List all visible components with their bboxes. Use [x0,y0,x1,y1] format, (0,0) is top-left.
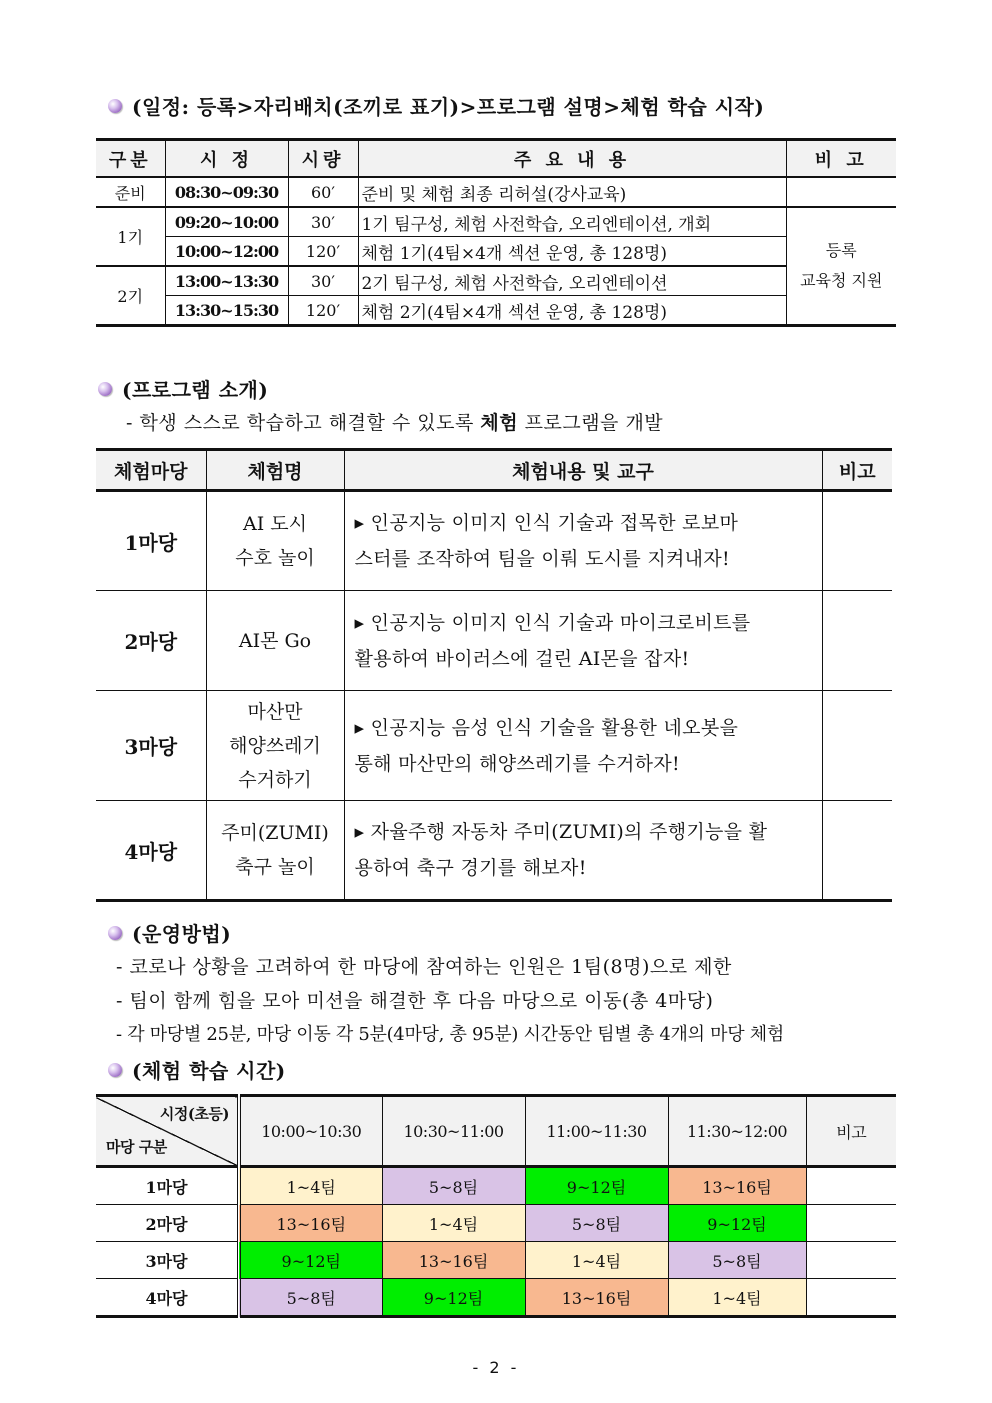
time-header: 11:00~11:30 [525,1096,668,1167]
duration-cell: 120′ [288,237,358,267]
content-cell: 준비 및 체험 최종 리허설(강사교육) [358,177,786,207]
slot-cell: 5~8팀 [668,1242,806,1279]
sphere-bullet-icon [108,99,122,113]
name-line: AI몬 Go [238,629,312,652]
content-cell: 1기 팀구성, 체험 사전학습, 오리엔테이션, 개회 [358,207,786,237]
note-cell [822,801,892,901]
desc-cell [344,801,822,901]
slot-cell: 13~16팀 [239,1205,382,1242]
duration-cell: 120′ [288,296,358,326]
slot-cell: 9~12팀 [382,1279,525,1317]
note-cell [806,1279,896,1317]
operation-heading [108,918,231,947]
time-header: 11:30~12:00 [668,1096,806,1167]
content-cell: 체험 1기(4팀×4개 섹션 운영, 총 128명) [358,237,786,267]
madang-cell: 2마당 [96,591,206,691]
sphere-bullet-icon [108,926,122,940]
content-cell: 2기 팀구성, 체험 사전학습, 오리엔테이션 [358,266,786,296]
note-header: 비고 [806,1096,896,1167]
desc-line: ▸ 인공지능 이미지 인식 기술과 접목한 로보마 [354,512,739,534]
slot-cell: 13~16팀 [668,1167,806,1205]
header-name: 체험명 [206,450,344,491]
slot-cell: 1~4팀 [668,1279,806,1317]
note-cell [822,591,892,691]
slot-cell: 13~16팀 [382,1242,525,1279]
desc-line: 용하여 축구 경기를 해보자! [354,857,587,879]
timetable [96,1094,896,1318]
page-number: - 2 - [472,1358,520,1377]
slot-cell: 13~16팀 [525,1279,668,1317]
corner-cell [96,1096,239,1167]
operation-item: - 팀이 함께 힘을 모아 미션을 해결한 후 다음 마당으로 이동(총 4마당) [116,990,714,1012]
madang-cell: 4마당 [96,801,206,901]
name-line: 주미(ZUMI) [221,822,329,844]
program-heading [98,374,268,403]
header-group: 구분 [96,140,165,178]
program-header-row [96,450,892,491]
slot-cell: 5~8팀 [525,1205,668,1242]
desc-cell [344,591,822,691]
desc-line: ▸ 인공지능 음성 인식 기술을 활용한 네오봇을 [354,716,739,739]
note-cell [822,691,892,801]
header-note: 비 고 [786,140,896,178]
time-cell: 13:30~15:30 [165,296,288,326]
desc-line: 통해 마산만의 해양쓰레기를 수거하자! [354,752,680,775]
timetable-heading [108,1055,286,1084]
table-row [96,691,892,801]
slot-cell: 1~4팀 [382,1205,525,1242]
table-row [96,1167,896,1205]
time-header: 10:00~10:30 [239,1096,382,1167]
table-row [96,1205,896,1242]
note-line-support: 교육청 지원 [800,271,883,290]
desc-line: ▸ 인공지능 이미지 인식 기술과 마이크로비트를 [354,611,751,634]
program-table [96,448,892,902]
group-cell: 1기 [96,207,165,266]
duration-cell: 30′ [288,266,358,296]
madang-cell: 4마당 [96,1279,239,1317]
slot-cell: 9~12팀 [525,1167,668,1205]
table-row [96,591,892,691]
time-cell: 09:20~10:00 [165,207,288,237]
slot-cell: 9~12팀 [668,1205,806,1242]
operation-item: - 각 마당별 25분, 마당 이동 각 5분(4마당, 총 95분) 시간동안 팀별 총 4개의 마당 체험 [116,1024,784,1045]
header-desc: 체험내용 및 교구 [344,450,822,491]
slot-cell: 9~12팀 [239,1242,382,1279]
name-cell [206,591,344,691]
timetable-header-row [96,1096,896,1167]
program-intro-prefix: - 학생 스스로 학습하고 해결할 수 있도록 [126,412,481,434]
name-line: 수거하기 [238,768,312,791]
name-line: 축구 놀이 [235,856,315,878]
note-cell [786,177,896,207]
time-cell: 13:00~13:30 [165,266,288,296]
slot-cell: 1~4팀 [239,1167,382,1205]
desc-cell [344,691,822,801]
table-row [96,491,892,591]
desc-line: 활용하여 바이러스에 걸린 AI몬을 잡자! [354,647,690,670]
sphere-bullet-icon [98,382,112,396]
name-line: 수호 놀이 [235,547,315,569]
schedule-heading-text: (일정: 등록>자리배치(조끼로 표기)>프로그램 설명>체험 학습 시작) [132,95,765,119]
madang-cell: 2마당 [96,1205,239,1242]
program-intro-suffix: 프로그램을 개발 [518,412,664,434]
slot-cell: 1~4팀 [525,1242,668,1279]
time-header: 10:30~11:00 [382,1096,525,1167]
header-madang: 체험마당 [96,450,206,491]
table-row [96,1242,896,1279]
table-row [96,296,896,326]
duration-cell: 30′ [288,207,358,237]
note-cell [806,1167,896,1205]
group-cell: 2기 [96,266,165,326]
note-cell-merged [786,207,896,326]
desc-cell [344,491,822,591]
schedule-table [96,138,896,327]
operation-item: - 코로나 상황을 고려하여 한 마당에 참여하는 인원은 1팀(8명)으로 제한 [116,956,732,978]
content-cell: 체험 2기(4팀×4개 섹션 운영, 총 128명) [358,296,786,326]
header-time: 시 정 [165,140,288,178]
name-line: 해양쓰레기 [229,734,321,757]
sphere-bullet-icon [108,1063,122,1077]
table-row [96,801,892,901]
group-cell: 준비 [96,177,165,207]
note-cell [822,491,892,591]
table-row [96,207,896,237]
time-cell: 08:30~09:30 [165,177,288,207]
program-intro-bold: 체험 [480,412,519,434]
madang-cell: 3마당 [96,691,206,801]
desc-line: ▸ 자율주행 자동차 주미(ZUMI)의 주행기능을 활 [354,821,768,843]
note-line-registration: 등록 [825,241,857,260]
madang-cell: 1마당 [96,491,206,591]
program-intro [126,408,663,435]
name-line: AI 도시 [243,513,307,535]
name-cell [206,491,344,591]
name-line: 마산만 [247,700,303,723]
table-row [96,1279,896,1317]
timetable-heading-text: (체험 학습 시간) [132,1059,286,1083]
table-row [96,237,896,267]
schedule-heading [108,91,764,120]
name-cell [206,801,344,901]
slot-cell: 5~8팀 [382,1167,525,1205]
slot-cell: 5~8팀 [239,1279,382,1317]
table-row [96,177,896,207]
note-cell [806,1205,896,1242]
header-note: 비고 [822,450,892,491]
operation-heading-text: (운영방법) [132,922,232,946]
name-cell [206,691,344,801]
table-row [96,266,896,296]
schedule-header-row [96,140,896,178]
program-heading-text: (프로그램 소개) [122,378,269,402]
corner-top-label: 시정(초등) [159,1105,229,1123]
madang-cell: 3마당 [96,1242,239,1279]
madang-cell: 1마당 [96,1167,239,1205]
header-content: 주 요 내 용 [358,140,786,178]
corner-bottom-label: 마당 구분 [106,1138,167,1156]
note-cell [806,1242,896,1279]
desc-line: 스터를 조작하여 팀을 이뤄 도시를 지켜내자! [354,548,730,570]
time-cell: 10:00~12:00 [165,237,288,267]
header-duration: 시량 [288,140,358,178]
duration-cell: 60′ [288,177,358,207]
